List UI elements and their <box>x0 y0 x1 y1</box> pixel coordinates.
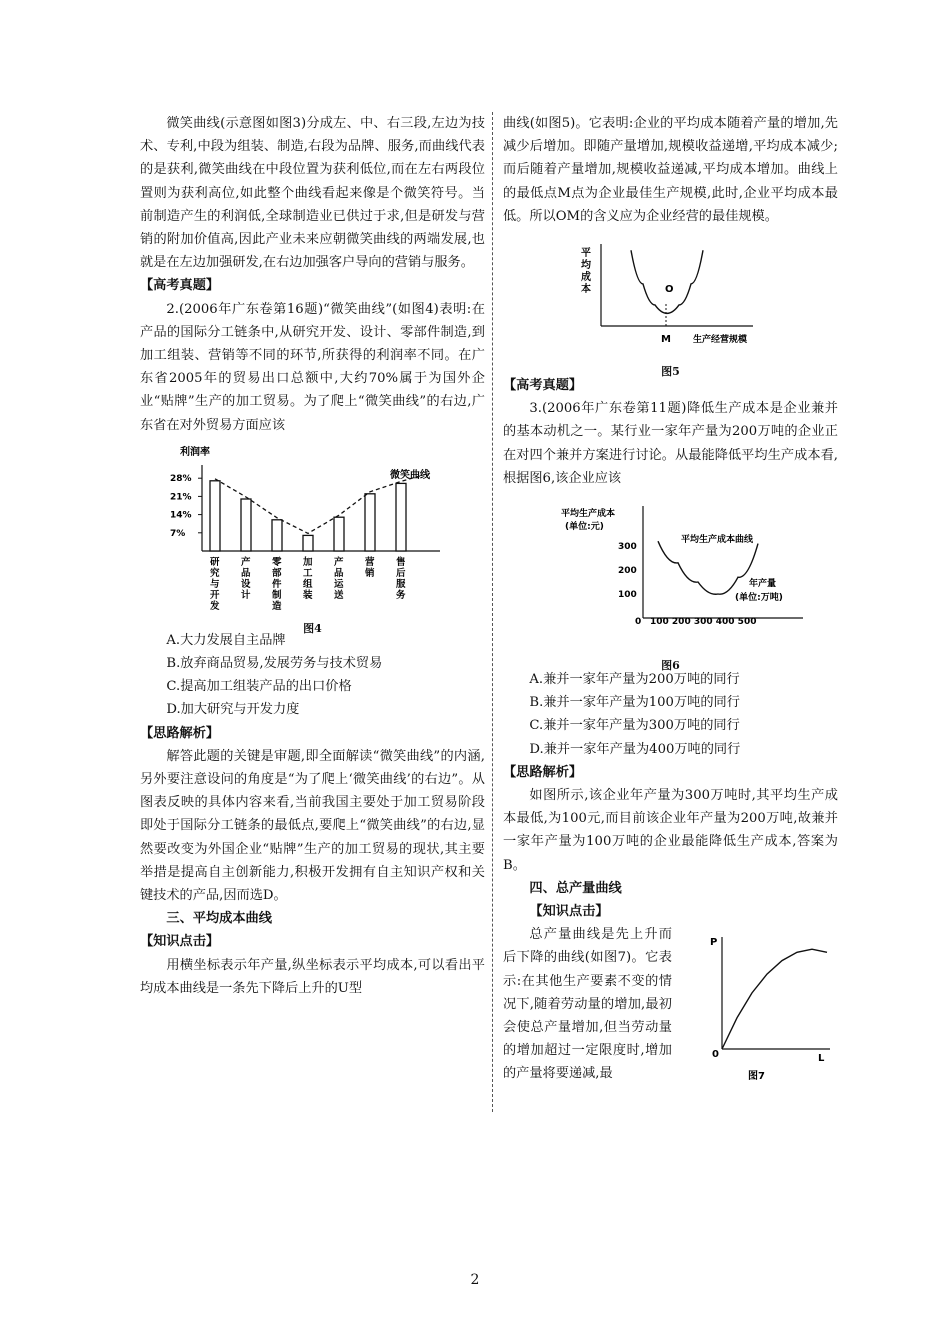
fig4-category-char: 运 <box>334 578 344 590</box>
fig7-caption: 图7 <box>748 1071 765 1083</box>
fig5-u-curve <box>631 250 703 313</box>
fig4-category-char: 与 <box>210 578 220 590</box>
fig4-curve-label: 微笑曲线 <box>390 469 430 481</box>
fig4-bar <box>303 535 313 551</box>
fig4-ylabel: 利润率 <box>180 446 210 458</box>
fig4-category-char: 制 <box>272 589 282 601</box>
fig6-ytick-100: 100 <box>618 590 637 601</box>
fig4-category-char: 究 <box>210 567 220 579</box>
fig4-category-char: 设 <box>241 578 251 590</box>
figure-6-caption: 图6 <box>661 659 680 673</box>
avg-cost-continued: 曲线(如图5)。它表明:企业的平均成本随着产量的增加,先减少后增加。即随产量增加,规模收益递增,平均成本减少;而后随着产量增加,规模收益递减,平均成本增加。曲线上的最低点M点为企业最佳生产规模,此时,企业平均成本最低。所以OM的含义应为企业经营的最佳规模。 <box>503 116 838 224</box>
fig4-category-char: 研 <box>210 556 220 568</box>
option-a-2: A.兼并一家年产量为200万吨的同行 <box>529 672 740 688</box>
fig4-ytick: 28% <box>170 474 192 485</box>
fig4-category-char: 后 <box>396 567 406 579</box>
exam-heading-2: 【高考真题】 <box>503 378 583 394</box>
figure-6 <box>503 500 838 673</box>
fig4-ytick: 21% <box>170 492 192 503</box>
fig6-xtick-labels: 100 200 300 400 500 <box>650 617 757 628</box>
figure-4 <box>140 441 485 636</box>
column-divider <box>492 112 493 1112</box>
fig4-bar <box>334 517 344 551</box>
fig4-category-char: 件 <box>272 578 282 590</box>
section-3-heading: 三、平均成本曲线 <box>166 911 272 927</box>
fig4-category-char: 务 <box>396 589 406 601</box>
fig4-category-char: 品 <box>241 567 251 579</box>
fig4-category-char: 产 <box>334 556 344 568</box>
left-column <box>140 112 485 1000</box>
fig6-xunit: (单位:万吨) <box>735 593 783 604</box>
fig5-ylabel: 平均成本 <box>581 248 591 296</box>
fig6-ylabel: 平均生产成本 <box>561 509 616 520</box>
fig6-ytick-200: 200 <box>618 566 637 577</box>
figure-5-caption: 图5 <box>661 365 680 379</box>
avg-production-cost-chart <box>503 500 838 650</box>
fig4-category-char: 组 <box>303 578 313 590</box>
option-c: C.提高加工组装产品的出口价格 <box>166 679 352 695</box>
figure-5 <box>503 238 838 379</box>
option-c-2: C.兼并一家年产量为300万吨的同行 <box>529 718 740 734</box>
fig4-category-char: 售 <box>396 556 406 568</box>
fig4-category-char: 部 <box>272 567 282 579</box>
exam-heading: 【高考真题】 <box>140 278 220 294</box>
fig5-point-label: O <box>665 284 674 296</box>
fig6-curve-title: 平均生产成本曲线 <box>681 535 754 546</box>
question-2: 2.(2006年广东卷第16题)“微笑曲线”(如图4)表明:在产品的国际分工链条中,从研究开发、设计、零部件制造,到加工组装、营销等不同的环节,所获得的利润率不同。在广东省2005年的贸易出口总额中,大约70%属于为国外企业“贴牌”生产的加工贸易。为了爬上“微笑曲线”的右边,广东省在对外贸易方面应该 <box>140 301 485 433</box>
option-b: B.放弃商品贸易,发展劳务与技术贸易 <box>166 656 383 672</box>
fig7-xlabel: L <box>818 1053 825 1065</box>
option-d: D.加大研究与开发力度 <box>166 702 300 718</box>
fig4-category-char: 送 <box>334 589 344 601</box>
fig4-category-char: 零 <box>272 556 282 568</box>
fig4-category-char: 销 <box>365 567 375 579</box>
figure-4-caption: 图4 <box>303 622 322 636</box>
section-4-heading: 四、总产量曲线 <box>529 880 622 896</box>
analysis-paragraph: 解答此题的关键是审题,即全面解读“微笑曲线”的内涵,另外要注意设问的角度是“为了爬上‘微笑曲线’的右边”。从图表反映的具体内容来看,当前我国主要处于加工贸易阶段即处于国际分工链条的最低点,要爬上“微笑曲线”的右边,显然要改变为外国企业“贴牌”生产的加工贸易的现状,其主要举措是提高自主创新能力,积极开发拥有自主知识产权和关键技术的产品,因而选D。 <box>140 748 485 904</box>
page-number: 2 <box>470 1272 480 1288</box>
total-output-paragraph: 总产量曲线是先上升而后下降的曲线(如图7)。它表示:在其他生产要素不变的情况下,随着劳动量的增加,最初会使总产量增加,但当劳动量的增加超过一定限度时,增加的产量将要递减,最 <box>503 927 672 1082</box>
fig6-cost-curve <box>658 541 758 594</box>
fig4-ytick: 7% <box>170 528 186 539</box>
analysis-heading: 【思路解析】 <box>140 725 220 741</box>
figure-7 <box>678 929 838 1093</box>
fig5-min-label: M <box>661 334 671 346</box>
right-column <box>503 112 838 1093</box>
fig7-ylabel: P <box>710 937 718 949</box>
fig4-category-char: 服 <box>396 578 406 590</box>
average-cost-chart <box>503 238 838 356</box>
fig4-category-char: 工 <box>303 567 313 579</box>
fig6-origin-label: 0 <box>635 617 642 628</box>
option-d-2: D.兼并一家年产量为400万吨的同行 <box>529 741 741 757</box>
fig4-category-char: 发 <box>210 600 220 612</box>
knowledge-heading: 【知识点击】 <box>140 934 220 950</box>
knowledge-heading-2: 【知识点击】 <box>529 904 609 920</box>
fig6-xlabel: 年产量 <box>749 579 777 590</box>
analysis-heading-2: 【思路解析】 <box>503 764 583 780</box>
total-output-chart <box>678 929 838 1085</box>
option-a: A.大力发展自主品牌 <box>166 632 286 648</box>
avg-cost-paragraph: 用横坐标表示年产量,纵坐标表示平均成本,可以看出平均成本曲线是一条先下降后上升的U型 <box>140 957 485 996</box>
fig4-category-char: 加 <box>303 556 313 568</box>
fig4-bar <box>396 483 406 551</box>
fig4-category-char: 产 <box>241 556 251 568</box>
fig4-bar <box>365 494 375 551</box>
fig4-category-char: 装 <box>303 589 313 601</box>
total-output-block <box>503 923 838 1093</box>
fig4-bar <box>210 481 220 551</box>
fig4-bar <box>241 499 251 551</box>
fig7-total-output-curve <box>722 949 827 1049</box>
fig4-category-char: 品 <box>334 567 344 579</box>
question-3: 3.(2006年广东卷第11题)降低生产成本是企业兼并的基本动机之一。某行业一家年产量为200万吨的企业正在对四个兼并方案进行讨论。从最能降低平均生产成本看,根据图6,该企业应该 <box>503 401 838 486</box>
fig7-origin-label: 0 <box>712 1049 719 1061</box>
fig4-category-char: 计 <box>241 589 251 601</box>
option-b-2: B.兼并一家年产量为100万吨的同行 <box>529 695 740 711</box>
fig4-bar <box>272 520 282 551</box>
fig4-ytick: 14% <box>170 510 192 521</box>
fig4-category-char: 开 <box>210 589 220 601</box>
smile-curve-chart <box>140 441 485 613</box>
fig6-ytick-300: 300 <box>618 542 637 553</box>
fig6-yunit: (单位:元) <box>565 522 604 533</box>
fig4-category-char: 营 <box>365 556 375 568</box>
fig4-category-char: 造 <box>272 600 282 612</box>
fig5-xlabel: 生产经营规模 <box>693 335 748 346</box>
analysis-paragraph-2: 如图所示,该企业年产量为300万吨时,其平均生产成本最低,为100元,而目前该企业年产量为200万吨,故兼并一家年产量为100万吨的企业最能降低生产成本,答案为B。 <box>503 788 838 873</box>
smile-curve-paragraph: 微笑曲线(示意图如图3)分成左、中、右三段,左边为技术、专利,中段为组装、制造,右段为品牌、服务,而曲线代表的是获利,微笑曲线在中段位置为获利低位,而在左右两段位置则为获利高位,如此整个曲线看起来像是个微笑符号。当前制造产生的利润低,全球制造业已供过于求,但是研发与营销的附加价值高,因此产业未来应朝微笑曲线的两端发展,也就是在左边加强研发,在右边加强客户导向的营销与服务。 <box>140 116 485 271</box>
